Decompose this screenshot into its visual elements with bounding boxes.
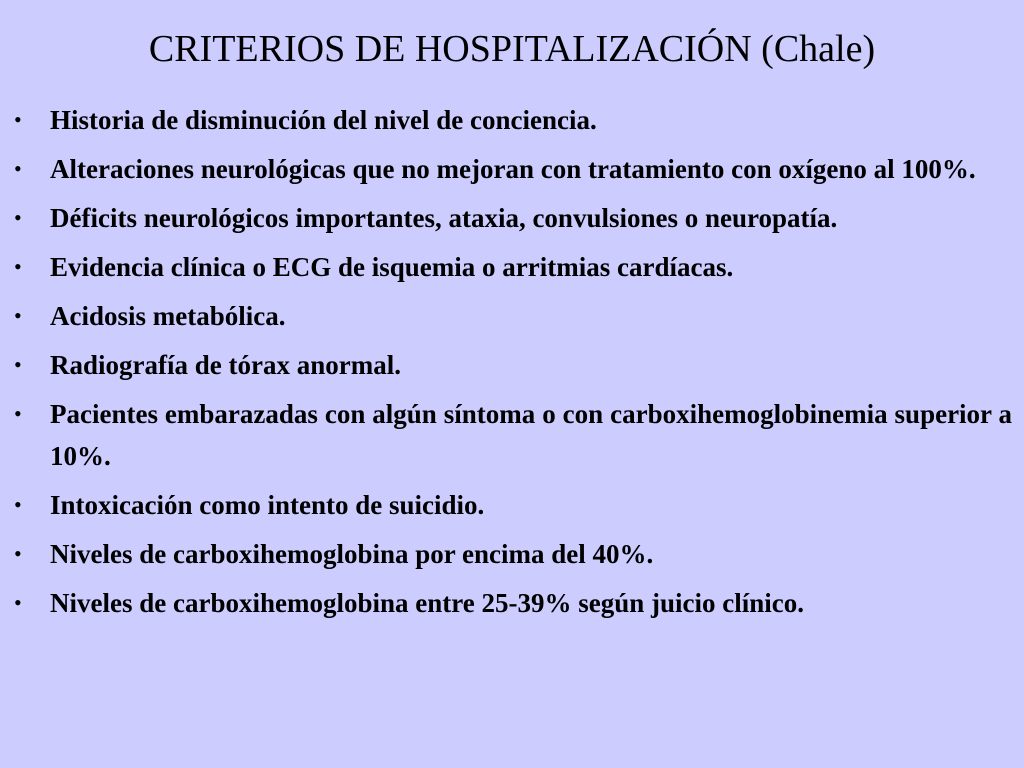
list-item-text: Intoxicación como intento de suicidio.	[50, 490, 485, 520]
list-item	[14, 393, 1012, 477]
bullet-icon: •	[14, 205, 22, 230]
list-item	[14, 533, 1012, 575]
list-item-text: Evidencia clínica o ECG de isquemia o arritmias cardíacas.	[50, 252, 734, 282]
bullet-icon: •	[14, 254, 22, 279]
slide-title: CRITERIOS DE HOSPITALIZACIÓN (Chale)	[148, 28, 876, 70]
bullet-icon: •	[14, 492, 22, 517]
list-item	[14, 148, 1012, 190]
list-item	[14, 344, 1012, 386]
bullet-icon: •	[14, 352, 22, 377]
list-item-text: Niveles de carboxihemoglobina por encima del 40%.	[50, 539, 654, 569]
list-item-text: Déficits neurológicos importantes, ataxia, convulsiones o neuropatía.	[50, 203, 838, 233]
list-item-text: Radiografía de tórax anormal.	[50, 350, 401, 380]
bullet-icon: •	[14, 590, 22, 615]
bullet-icon: •	[14, 303, 22, 328]
bullet-icon: •	[14, 541, 22, 566]
list-item-text: Alteraciones neurológicas que no mejoran con tratamiento con oxígeno al 100%.	[50, 154, 976, 184]
list-item	[14, 295, 1012, 337]
list-item	[14, 484, 1012, 526]
bullet-list	[14, 99, 1012, 631]
list-item	[14, 246, 1012, 288]
bullet-icon: •	[14, 156, 22, 181]
bullet-icon: •	[14, 107, 22, 132]
list-item	[14, 582, 1012, 624]
list-item	[14, 197, 1012, 239]
bullet-icon: •	[14, 401, 22, 426]
list-item-text: Pacientes embarazadas con algún síntoma o con carboxihemoglobinemia superior a 10%.	[50, 399, 1012, 471]
list-item	[14, 99, 1012, 141]
list-item-text: Historia de disminución del nivel de conciencia.	[50, 105, 597, 135]
list-item-text: Niveles de carboxihemoglobina entre 25-39% según juicio clínico.	[50, 588, 804, 618]
list-item-text: Acidosis metabólica.	[50, 301, 286, 331]
